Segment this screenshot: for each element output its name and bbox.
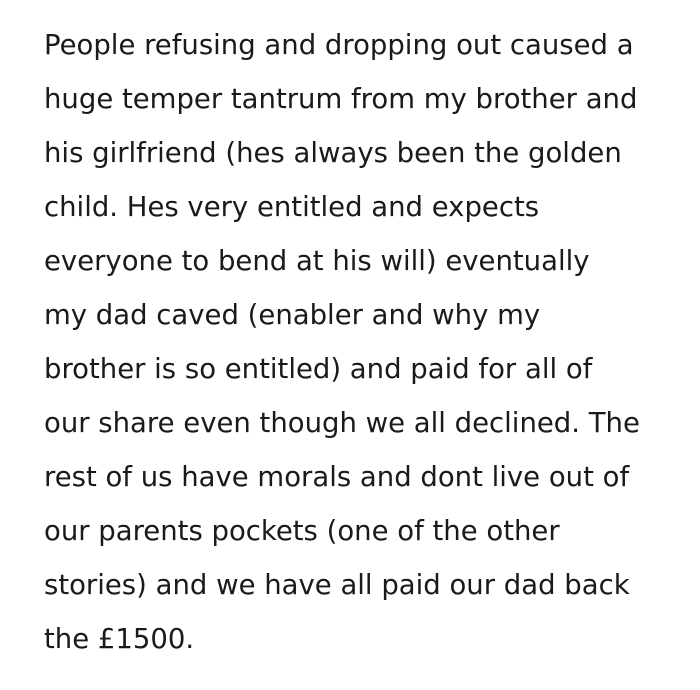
paragraph-line-3: his girlfriend (hes always been the golden bbox=[44, 137, 622, 169]
paragraph-line-5: everyone to bend at his will) eventually bbox=[44, 245, 590, 277]
paragraph-line-11: stories) and we have all paid our dad back bbox=[44, 569, 630, 601]
paragraph-line-1: People refusing and dropping out caused a bbox=[44, 29, 634, 61]
story-paragraph bbox=[44, 18, 684, 666]
paragraph-line-7: brother is so entitled) and paid for all of bbox=[44, 353, 593, 385]
paragraph-line-8: our share even though we all declined. The bbox=[44, 407, 640, 439]
paragraph-line-12: the £1500. bbox=[44, 623, 195, 655]
paragraph-line-2: huge temper tantrum from my brother and bbox=[44, 83, 638, 115]
paragraph-line-10: our parents pockets (one of the other bbox=[44, 515, 560, 547]
paragraph-line-9: rest of us have morals and dont live out of bbox=[44, 461, 630, 493]
paragraph-line-4: child. Hes very entitled and expects bbox=[44, 191, 540, 223]
paragraph-line-6: my dad caved (enabler and why my bbox=[44, 299, 541, 331]
